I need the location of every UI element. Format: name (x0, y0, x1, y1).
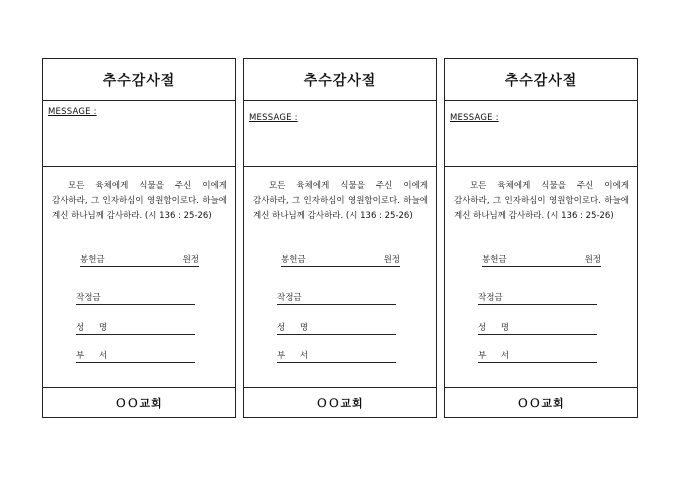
name-label: 성 명 (478, 323, 516, 333)
offering-card-3 (444, 58, 638, 418)
name-line (76, 334, 195, 335)
message-label: MESSAGE : (450, 113, 499, 123)
name-line (478, 334, 597, 335)
offering-amount-line (482, 266, 601, 267)
offering-amount-label: 봉헌금 (80, 255, 105, 265)
department-line (277, 362, 396, 363)
offering-amount-label: 봉헌금 (281, 255, 306, 265)
pledge-amount-field[interactable] (76, 293, 195, 305)
department-label: 부 서 (277, 351, 315, 361)
offering-amount-field[interactable] (482, 255, 601, 267)
offering-amount-unit: 원정 (584, 255, 601, 265)
pledge-amount-label: 작정금 (76, 293, 101, 303)
pledge-amount-line (277, 304, 396, 305)
offering-amount-unit: 원정 (182, 255, 199, 265)
department-line (76, 362, 195, 363)
department-field[interactable] (277, 351, 396, 363)
bible-verse: 모든 육체에게 식물을 주신 이에게 감사하라, 그 인자하심이 영원함이로다. 하늘에 계신 하나님께 감사하라. (시 136 : 25-26) (52, 181, 227, 221)
message-box[interactable] (445, 101, 637, 167)
name-field[interactable] (478, 323, 597, 335)
message-box[interactable] (244, 101, 436, 167)
message-label: MESSAGE : (249, 113, 298, 123)
offering-amount-line (281, 266, 400, 267)
bible-verse: 모든 육체에게 식물을 주신 이에게 감사하라, 그 인자하심이 영원함이로다. 하늘에 계신 하나님께 감사하라. (시 136 : 25-26) (454, 181, 629, 221)
department-field[interactable] (76, 351, 195, 363)
bible-verse: 모든 육체에게 식물을 주신 이에게 감사하라, 그 인자하심이 영원함이로다. 하늘에 계신 하나님께 감사하라. (시 136 : 25-26) (253, 181, 428, 221)
pledge-amount-line (478, 304, 597, 305)
offering-card-2 (243, 58, 437, 418)
card-title: 추수감사절 (445, 59, 637, 101)
pledge-amount-label: 작정금 (277, 293, 302, 303)
offering-amount-unit: 원정 (383, 255, 400, 265)
offering-amount-field[interactable] (80, 255, 199, 267)
pledge-amount-field[interactable] (277, 293, 396, 305)
department-line (478, 362, 597, 363)
name-label: 성 명 (76, 323, 114, 333)
church-name: ＯＯ교회 (445, 387, 637, 417)
message-label: MESSAGE : (48, 107, 97, 117)
name-line (277, 334, 396, 335)
church-name: ＯＯ교회 (244, 387, 436, 417)
pledge-amount-label: 작정금 (478, 293, 503, 303)
card-body (445, 167, 637, 389)
department-label: 부 서 (478, 351, 516, 361)
offering-card-1 (42, 58, 236, 418)
name-field[interactable] (277, 323, 396, 335)
card-title: 추수감사절 (244, 59, 436, 101)
church-name: ＯＯ교회 (43, 387, 235, 417)
offering-amount-label: 봉헌금 (482, 255, 507, 265)
pledge-amount-field[interactable] (478, 293, 597, 305)
offering-amount-line (80, 266, 199, 267)
card-body (244, 167, 436, 389)
card-title: 추수감사절 (43, 59, 235, 101)
pledge-amount-line (76, 304, 195, 305)
department-field[interactable] (478, 351, 597, 363)
department-label: 부 서 (76, 351, 114, 361)
name-label: 성 명 (277, 323, 315, 333)
offering-amount-field[interactable] (281, 255, 400, 267)
message-box[interactable] (43, 101, 235, 167)
name-field[interactable] (76, 323, 195, 335)
card-body (43, 167, 235, 389)
